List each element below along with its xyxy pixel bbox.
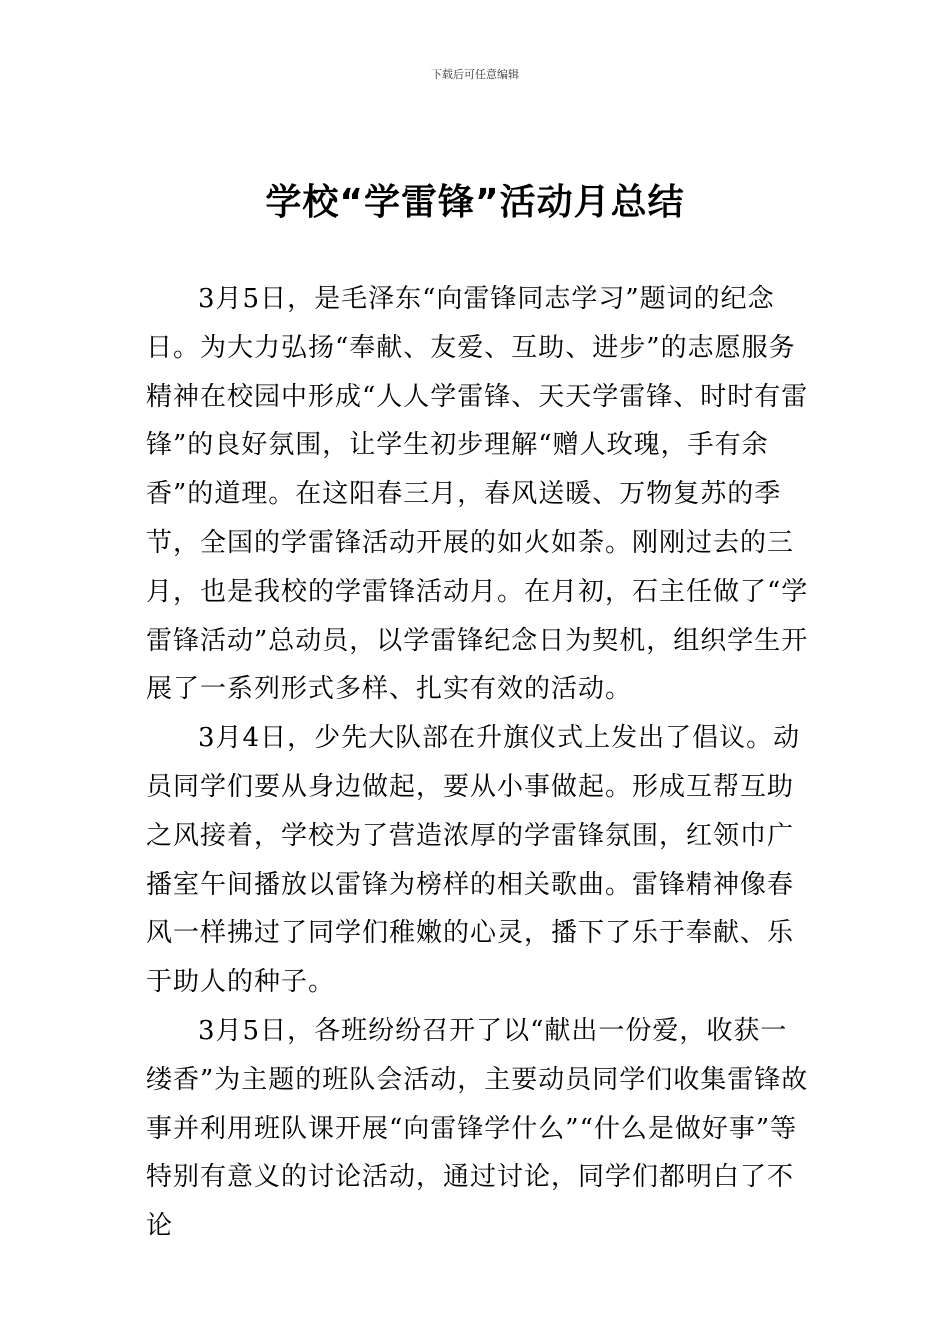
paragraph-2: 3月4日，少先大队部在升旗仪式上发出了倡议。动员同学们要从身边做起，要从小事做起。形成互帮互助之风接着，学校为了营造浓厚的学雷锋氛围，红领巾广播室午间播放以雷锋为榜样的相关歌曲。雷锋精神像春风一样拂过了同学们稚嫩的心灵，播下了乐于奉献、乐于助人的种子。 — [146, 723, 801, 998]
document-title: 学校“学雷锋”活动月总结 — [265, 182, 685, 223]
paragraph-3: 3月5日，各班纷纷召开了以“献出一份爱，收获一缕香”为主题的班队会活动，主要动员同学们收集雷锋故事并利用班队课开展“向雷锋学什么”“什么是做好事”等特别有意义的讨论活动，通过讨论，同学们都明白了不论 — [146, 1015, 809, 1242]
paragraph-1: 3月5日，是毛泽东“向雷锋同志学习”题词的纪念日。为大力弘扬“奉献、友爱、互助、进步”的志愿服务精神在校园中形成“人人学雷锋、天天学雷锋、时时有雷锋”的良好氛围，让学生初步理解“赠人玫瑰，手有余香”的道理。在这阳春三月，春风送暖、万物复苏的季节，全国的学雷锋活动开展的如火如荼。刚刚过去的三月，也是我校的学雷锋活动月。在月初，石主任做了“学雷锋活动”总动员，以学雷锋纪念日为契机，组织学生开展了一系列形式多样、扎实有效的活动。 — [146, 284, 809, 705]
document-body — [146, 275, 811, 1251]
header-note: 下载后可任意编辑 — [431, 68, 519, 81]
